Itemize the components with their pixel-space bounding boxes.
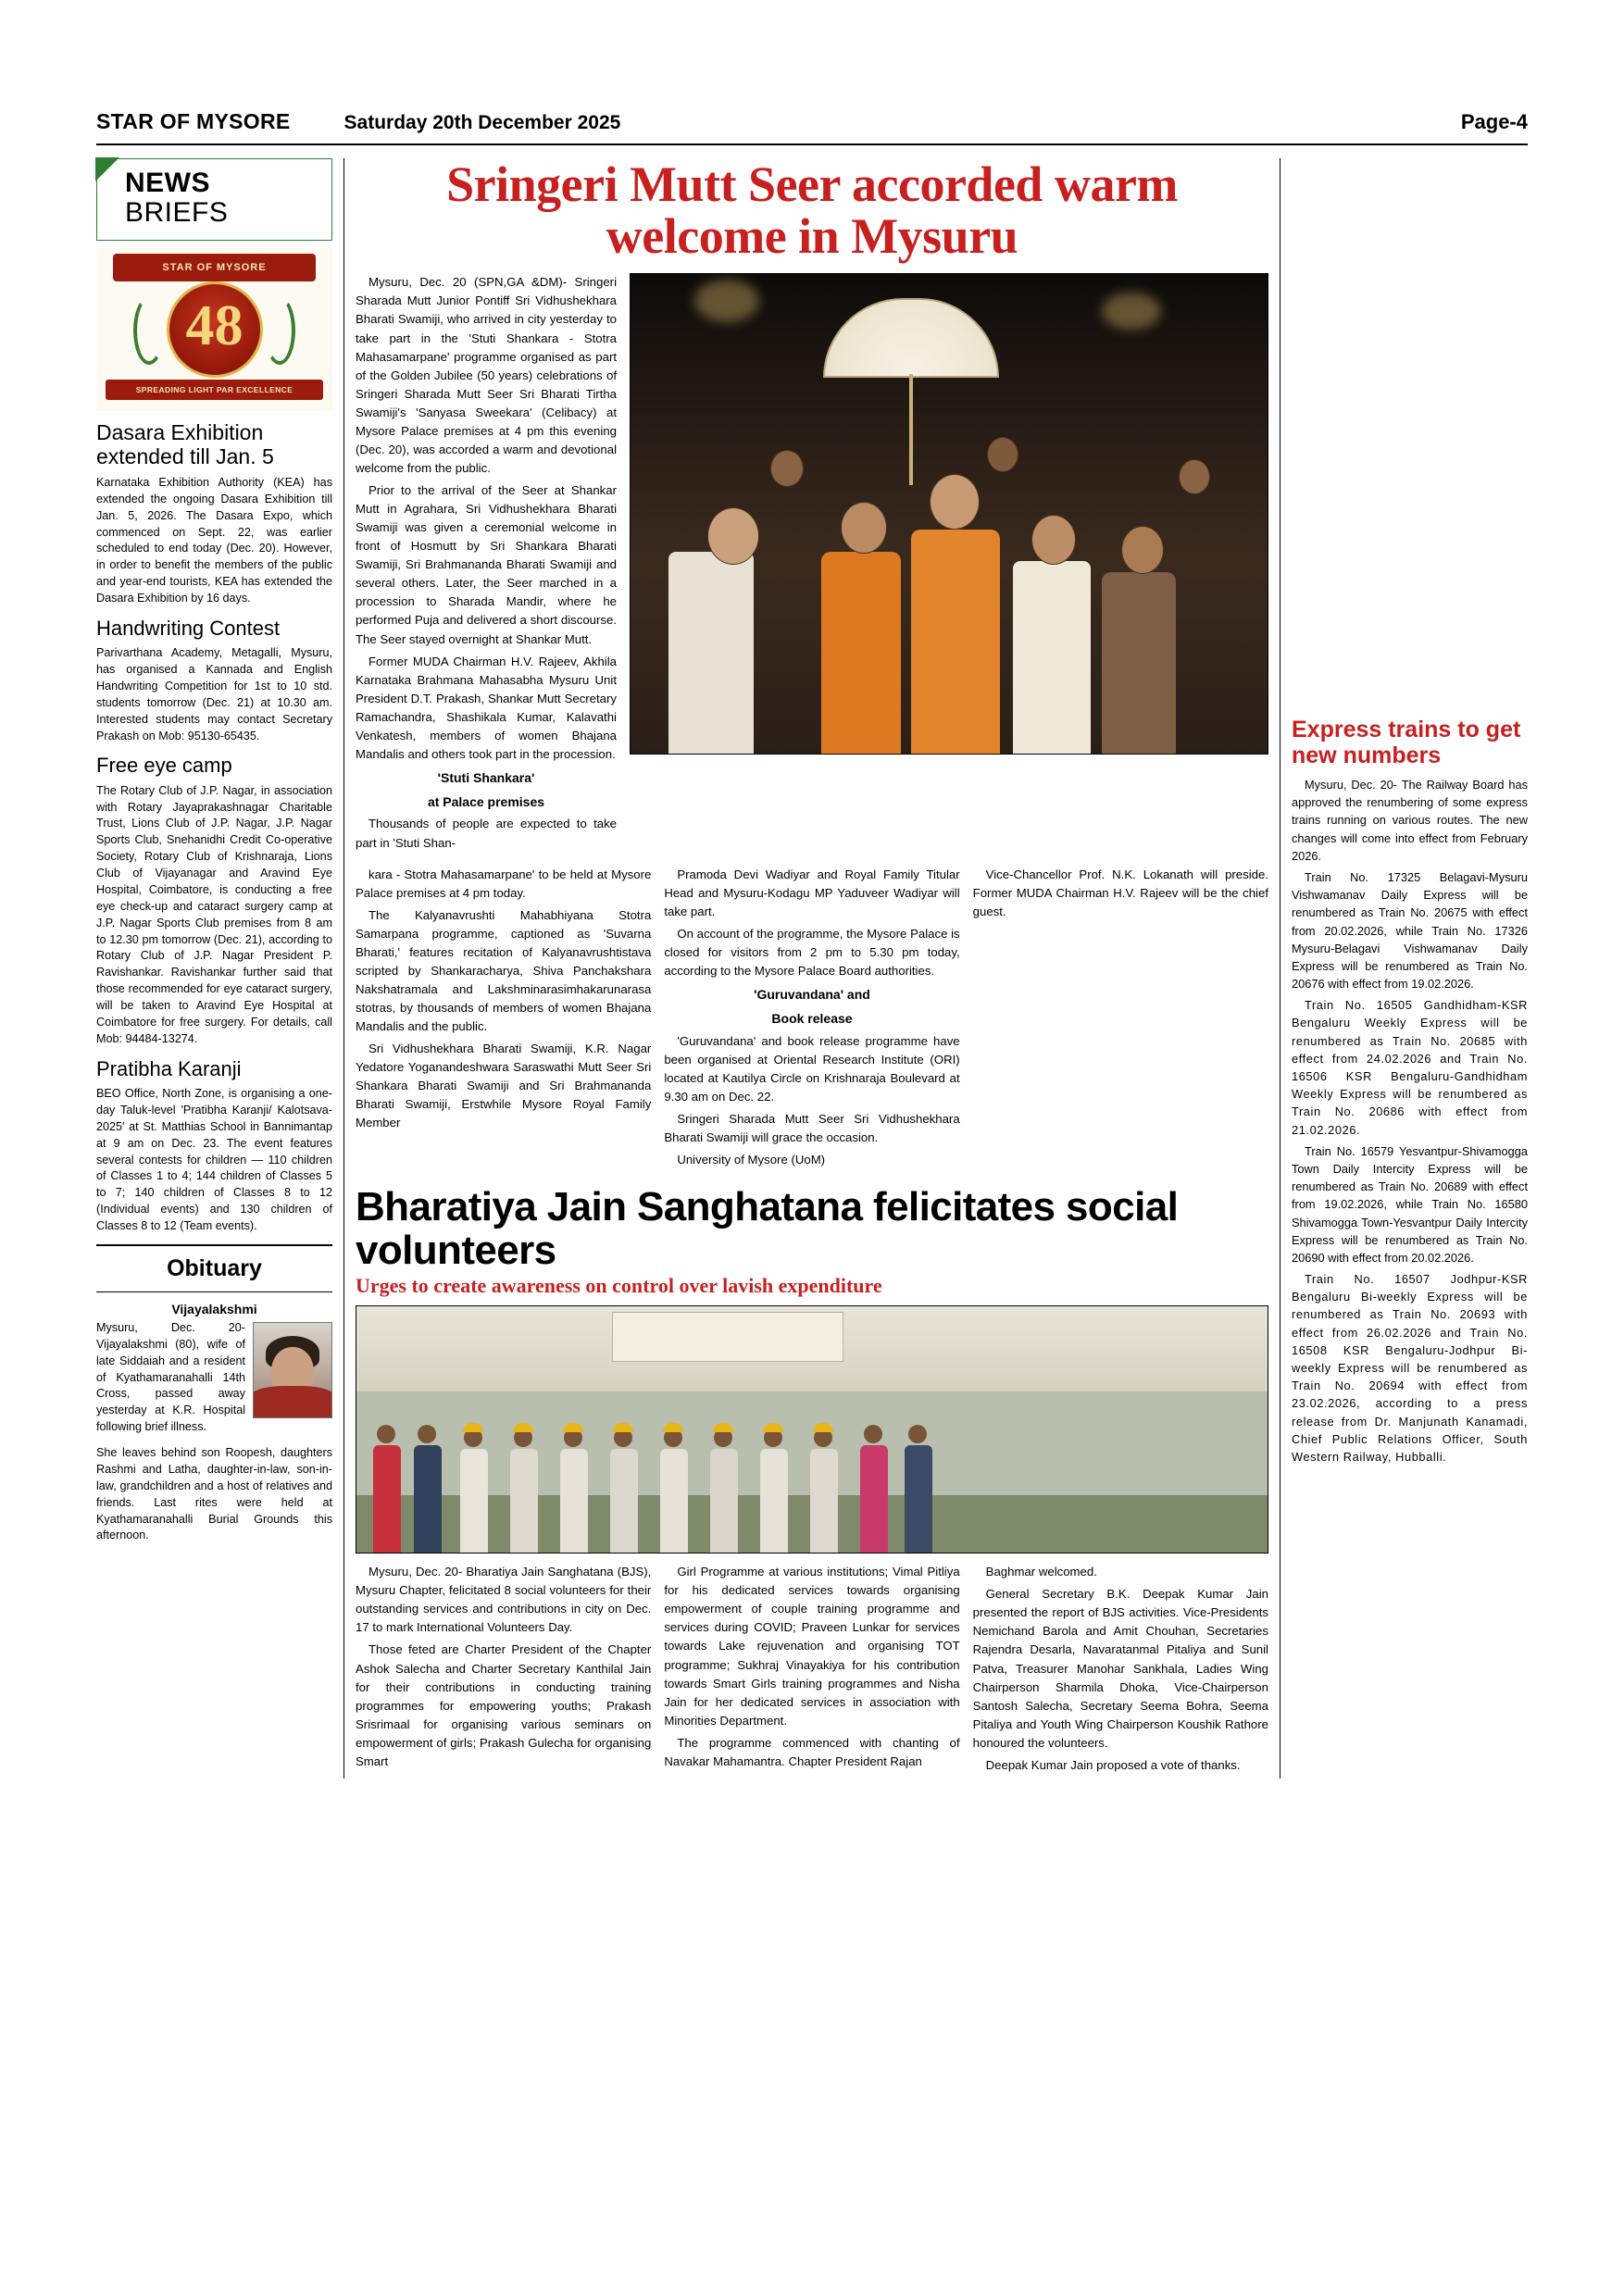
star-of-mysore-emblem	[96, 248, 332, 411]
body-para: Pramoda Devi Wadiyar and Royal Family Titular Head and Mysuru-Kodagu MP Yaduveer Wadiyar will take part.	[664, 867, 960, 918]
ceremonial-cap	[813, 1423, 833, 1432]
lead-para: Prior to the arrival of the Seer at Shankar Mutt in Agrahara, Sri Vidhushekhara Bharati Swamiji was given a ceremonial welcome in front of Hosmutt by Sri Shankara Bharati Swamiji, Sri Brahmananda Bharati Swamiji and several others. Later, the Seer marched in a procession to Sharada Mandir, where he performed Puja and delivered a short discourse. The Seer stayed overnight at Shankar Mutt.	[356, 483, 617, 646]
photo-garment	[253, 1386, 332, 1417]
person-head	[418, 1425, 436, 1443]
brief-title: Pratibha Karanji	[96, 1056, 242, 1080]
body-para: Baghmar welcomed.	[985, 1565, 1097, 1579]
main-content-column	[344, 158, 1280, 1778]
crowd-head	[1179, 459, 1210, 494]
subheading: 'Stuti Shankara'	[437, 769, 535, 785]
ceremonial-cap	[463, 1423, 483, 1432]
laurel-right-icon	[264, 296, 295, 365]
page-body	[96, 158, 1528, 1778]
continuation-column-b	[356, 866, 651, 1173]
ceremonial-cap	[613, 1423, 633, 1432]
page-number: Page-4	[1460, 110, 1528, 133]
person-body	[373, 1445, 401, 1554]
second-story-column-a	[356, 1563, 651, 1778]
divider	[96, 1244, 332, 1246]
brief-body: BEO Office, North Zone, is organising a one-day Taluk-level 'Pratibha Karanji/ Kalotsava-2025' at St. Matthias School in Bannimantap at 9 am on Dec. 23. The event features several contests for children — 110 children of Classes 1 to 4; 144 children of Classes 5 to 7; 140 children of Classes 8 to 12 (Individual events) and 130 children of Classes 8 to 12 (Team events).	[96, 1087, 332, 1233]
news-briefs-label-briefs: BRIEFS	[125, 196, 229, 228]
figure-head	[707, 507, 759, 565]
ceremonial-cap	[763, 1423, 783, 1432]
body-para: Train No. 16507 Jodhpur-KSR Bengaluru Bi-weekly Express will be renumbered as Train No. 20693 with effect from 26.02.2026 and Train No. 16508 KSR Bengaluru-Jodhpur Bi-weekly Express will be renumbered as Train No. 20694 with effect from 23.02.2026, according to a press release from Dr. Manjunath Kanamadi, Chief Public Relations Officer, South Western Railway, Hubballi.	[1292, 1272, 1528, 1464]
publication-title: STAR OF MYSORE	[96, 109, 291, 133]
corner-triangle-icon	[95, 157, 119, 181]
lead-text-column	[356, 273, 617, 855]
person-body	[460, 1449, 488, 1554]
body-para: Vice-Chancellor Prof. N.K. Lokanath will preside. Former MUDA Chairman H.V. Rajeev will be the chief guest.	[972, 867, 1268, 918]
body-para: 'Guruvandana' and book release programme have been organised at Oriental Research Institute (ORI) located at Kautilya Circle on Krishnaraja Boulevard at 9.30 am on Dec. 22.	[664, 1033, 960, 1104]
figure-robe	[668, 552, 754, 755]
subheading: 'Guruvandana' and	[754, 986, 870, 1002]
lead-para: Mysuru, Dec. 20 (SPN,GA &DM)- Sringeri Sharada Mutt Junior Pontiff Sri Vidhushekhara Bharati Swamiji, who arrived in city yesterday to take part in the 'Stuti Shankara - Stotra Mahasamarpane' programme organised as part of the Golden Jubilee (50 years) celebrations of Sringeri Sharada Mutt Seer Sri Bharati Tirtha Swamiji's 'Sanyasa Sweekara' (Celibacy) at Mysore Palace premises at 4 pm this evening (Dec. 20), was accorded a warm and devotional welcome from the public.	[356, 275, 617, 475]
second-story-subheadline: Urges to create awareness on control over lavish expenditure	[356, 1274, 882, 1298]
procession-photo	[630, 273, 1268, 755]
news-briefs-column	[96, 158, 344, 1778]
umbrella-pole	[909, 374, 913, 485]
brief-item	[96, 1057, 332, 1235]
ceremonial-cap	[513, 1423, 533, 1432]
obituary-para-1: Mysuru, Dec. 20- Vijayalakshmi (80), wife of late Siddaiah and a resident of Kyathamaranahalli 14th Cross, passed away yesterday at K.R. Hospital following brief illness.	[96, 1320, 245, 1434]
ceremonial-cap	[713, 1423, 733, 1432]
person-body	[660, 1449, 688, 1554]
brief-title: Dasara Exhibition extended till Jan. 5	[96, 420, 274, 469]
obituary-para-2: She leaves behind son Roopesh, daughters Rashmi and Latha, daughter-in-law, son-in-law, grandchildren and a host of relatives and friends. Last rites were held at Kyathamaranahalli Burial Grounds this afternoon.	[96, 1446, 332, 1542]
figure-robe	[911, 530, 1000, 755]
body-para: On account of the programme, the Mysore Palace is closed for visitors from 2 pm to 5.30 pm today, according to the Mysore Palace Board authorities.	[664, 926, 960, 978]
brief-item	[96, 617, 332, 745]
second-story-column-b	[664, 1563, 959, 1778]
lead-section	[356, 273, 1268, 855]
body-para: Train No. 17325 Belagavi-Mysuru Vishwamanav Daily Express will be renumbered as Train No. 20675 with effect from 20.02.2026, while Train No. 17326 Mysuru-Belagavi Vishwamanav Daily Express will be renumbered as Train No. 20676 with effect from 19.02.2026.	[1292, 869, 1528, 992]
body-para: Train No. 16505 Gandhidham-KSR Bengaluru Weekly Express will be renumbered as Train No. 20685 with effect from 24.02.2026 and Train No. 16506 KSR Bengaluru-Gandhidham Weekly Express will be renumbered as Train No. 20686 with effect from 21.02.2026.	[1292, 998, 1528, 1137]
emblem-anniversary-number: 48	[185, 294, 244, 357]
subheading: at Palace premises	[427, 794, 545, 810]
brief-item	[96, 754, 332, 1047]
person-body	[860, 1445, 888, 1554]
person-body	[414, 1445, 442, 1554]
emblem-top-ribbon: STAR OF MYSORE	[113, 254, 316, 281]
continuation-column-c	[664, 866, 959, 1173]
main-continuation	[356, 866, 1268, 1173]
brief-body: The Rotary Club of J.P. Nagar, in association with Rotary Jayaprakashnagar Charitable Trust, Lions Club of J.P. Nagar, J.P. Nagar Sports Club, Snehanidhi Credit Co-operative Society, Rotary Club of Krishnaraja, Lions Club of Vijayanagar and Aravind Eye Hospital, Coimbatore, is conducting a free eye check-up and cataract surgery camp at J.P. Nagar Sports Club premises from 8 am to 12.30 pm tomorrow (Dec. 21), according to Rotary Club of J.P. Nagar President P. Ravishankar. Ravishankar further said that those recommended for eye cataract surgery, will be taken to Aravind Eye Hospital at Coimbatore for free surgery. For details, call Mob: 94484-13274.	[96, 783, 332, 1045]
body-para: Girl Programme at various institutions; Vimal Pitliya for his dedicated services towards organising empowerment of couple training programme and services during COVID; Praveen Lunkar for services towards Lake rejuvenation and organising TOT programme; Sukhraj Vinayakiya for his contribution towards Smart Girls training programmes and Nisha Jain for her dedicated services in association with Minorities Department.	[664, 1565, 960, 1728]
continuation-column-d	[973, 866, 1268, 1173]
figure-robe	[821, 552, 901, 755]
person-body	[810, 1449, 838, 1554]
brief-title: Free eye camp	[96, 754, 232, 778]
body-para: The Kalyanavrushti Mahabhiyana Stotra Samarpana programme, captioned as 'Suvarna Bharati,' features recitation of Kalyanavrushtistava scripted by Shankaracharya, Shiva Panchakshara Nakshatramala and Lakshminarasimhakarunarasa stotras, by thousands of members of women Bhajana Mandalis and the public.	[356, 907, 652, 1034]
emblem-bottom-ribbon: SPREADING LIGHT PAR EXCELLENCE	[106, 380, 323, 400]
body-para: Mysuru, Dec. 20- Bharatiya Jain Sanghatana (BJS), Mysuru Chapter, felicitated 8 social volunteers for their outstanding services and contributions in city on Dec. 17 to mark International Volunteers Day.	[356, 1565, 652, 1635]
emblem-circle	[167, 281, 263, 378]
brief-body: Parivarthana Academy, Metagalli, Mysuru, has organised a Kannada and English Handwriting Competition for 1st to 10 std. students tomorrow (Dec. 21) at 10.30 am. Interested students may contact Secretary Prakash on Mob: 95130-65435.	[96, 646, 332, 742]
subheading: Book release	[771, 1011, 853, 1027]
masthead	[96, 109, 1528, 145]
body-para: General Secretary B.K. Deepak Kumar Jain presented the report of BJS activities. Vice-Presidents Nemichand Barola and Amit Chouhan, Secretaries Rajendra Desarla, Navaratanmal Pitaliya and Sunil Patva, Treasurer Manohar Sankhala, Ladies Wing Chairperson Sharmila Dhoka, Vice-Chairperson Santosh Salecha, Secretary Seema Bohra, Seema Pitaliya and Youth Wing Chairperson Koushik Rathore honoured the volunteers.	[972, 1587, 1268, 1750]
ceremonial-cap	[663, 1423, 683, 1432]
felicitation-group-photo	[356, 1305, 1268, 1554]
person-body	[710, 1449, 738, 1554]
figure-head	[841, 502, 887, 554]
news-briefs-header	[96, 158, 332, 241]
person-body	[560, 1449, 588, 1554]
event-banner	[612, 1312, 843, 1362]
person-head	[864, 1425, 882, 1443]
body-para: Deepak Kumar Jain proposed a vote of thanks.	[985, 1757, 1241, 1772]
figure-robe	[1013, 561, 1091, 755]
body-para: Sri Vidhushekhara Bharati Swamiji, K.R. Nagar Yedatore Yoganandeshwara Saraswathi Mutt Seer Sri Shankara Bharati Swamiji and Sri Brahmananda Bharati Swamiji, Erstwhile Mysore Royal Family Member	[356, 1042, 652, 1130]
brief-item	[96, 420, 332, 607]
lead-para: Former MUDA Chairman H.V. Rajeev, Akhila Karnataka Brahmana Mahasabha Mysuru Unit President D.T. Prakash, Shankar Mutt Secretary Ramachandra, Shashikala Kumar, Kalavathi Venkatesh, members of women Bhajana Mandalis and others took part in the procession.	[356, 654, 617, 761]
person-body	[510, 1449, 538, 1554]
express-trains-body	[1292, 776, 1528, 1466]
right-column	[1280, 158, 1528, 1778]
brief-title: Handwriting Contest	[96, 616, 281, 640]
body-para: University of Mysore (UoM)	[677, 1152, 826, 1167]
express-trains-headline: Express trains to get new numbers	[1292, 717, 1521, 768]
light-glow	[694, 280, 759, 322]
laurel-left-icon	[133, 296, 165, 365]
body-para: Mysuru, Dec. 20- The Railway Board has approved the renumbering of some express trains running on various routes. The new changes will come into effect from February 2026.	[1292, 778, 1528, 863]
figure-head	[1121, 526, 1164, 574]
obituary-photo	[253, 1322, 332, 1418]
second-story-column-c	[973, 1563, 1268, 1778]
publication-date: Saturday 20th December 2025	[344, 112, 621, 133]
person-body	[905, 1445, 932, 1554]
person-body	[610, 1449, 638, 1554]
brief-body: Karnataka Exhibition Authority (KEA) has extended the ongoing Dasara Exhibition till Jan. 5, 2026. The Dasara Expo, which commenced on Sept. 22, was earlier scheduled to end today (Dec. 20). However, in order to benefit the members of the public and year-end tourists, KEA has extended the Dasara Exhibition by 16 days.	[96, 475, 332, 605]
figure-robe	[1102, 572, 1176, 755]
person-body	[760, 1449, 788, 1554]
second-story-headline: Bharatiya Jain Sanghatana felicitates social volunteers	[356, 1183, 1179, 1273]
person-head	[908, 1425, 927, 1443]
person-head	[377, 1425, 395, 1443]
obituary-heading: Obituary	[167, 1254, 262, 1281]
lead-para: Thousands of people are expected to take part in 'Stuti Shan-	[356, 817, 617, 850]
obituary-name: Vijayalakshmi	[171, 1301, 257, 1316]
ceremonial-cap	[563, 1423, 583, 1432]
news-briefs-label-news: NEWS	[125, 168, 210, 198]
main-headline: Sringeri Mutt Seer accorded warm welcome in Mysuru	[446, 156, 1178, 265]
body-para: kara - Stotra Mahasamarpane' to be held at Mysore Palace premises at 4 pm today.	[356, 867, 652, 900]
body-para: Sringeri Sharada Mutt Seer Sri Vidhushekhara Bharati Swamiji will grace the occasion.	[664, 1111, 960, 1144]
body-para: The programme commenced with chanting of Navakar Mahamantra. Chapter President Rajan	[664, 1735, 960, 1768]
body-para: Train No. 16579 Yesvantpur-Shivamogga Town Daily Intercity Express will be renumbered as Train No. 20689 with effect from 19.02.2026, while Train No. 16580 Shivamogga Town-Yesvantpur Daily Intercity Express will be renumbered as Train No. 20690 with effect from 20.02.2026.	[1292, 1143, 1528, 1265]
right-column-spacer	[1292, 158, 1528, 714]
second-story-body	[356, 1563, 1268, 1778]
body-para: Those feted are Charter President of the Chapter Ashok Salecha and Charter Secretary Kanthilal Jain for their contributions in conducting training programmes for empowering youths; Prakash Srisrimaal for organising various seminars on empowerment of girls; Prakash Gulecha for organising Smart	[356, 1642, 652, 1768]
